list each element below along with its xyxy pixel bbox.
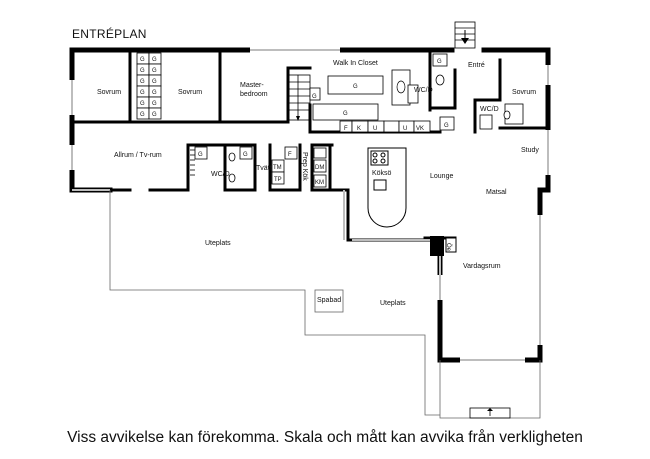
label-fixtures-dm: DM	[315, 165, 325, 171]
plan-title: ENTRÉPLAN	[72, 27, 147, 41]
label-fixtures-g: G	[140, 101, 145, 107]
room-sovrum-3: Sovrum	[512, 89, 537, 96]
room-entre: Entré	[468, 62, 485, 69]
entrance-arrow	[461, 38, 469, 44]
label-fixtures-g: G	[140, 57, 145, 63]
room-allrum: Allrum / Tv-rum	[114, 152, 162, 159]
label-fixtures-g: G	[140, 79, 145, 85]
room-sovrum-2: Sovrum	[178, 89, 203, 96]
room-matsal: Matsal	[486, 189, 507, 196]
label-fixtures-u: U	[403, 126, 408, 132]
label-fixtures-g: G	[140, 112, 145, 118]
room-master-bedroom: Master-	[240, 82, 264, 89]
svg-text:Öe: Öe	[445, 243, 451, 252]
closet-g-1: G	[353, 84, 358, 90]
label-fixtures-g: G	[152, 112, 157, 118]
label-rooms-master_bedroom_2: bedroom	[240, 91, 268, 98]
label-fixtures-g: G	[140, 68, 145, 74]
label-fixtures-g: G	[198, 152, 203, 158]
room-uteplats-2: Uteplats	[380, 300, 406, 307]
room-spabad: Spabad	[317, 297, 342, 304]
label-fixtures-f: F	[288, 152, 292, 158]
label-fixtures-vk: VK	[416, 126, 425, 132]
label-fixtures-g: G	[152, 57, 157, 63]
closet-g-3: G	[312, 94, 317, 100]
label-fixtures-k: K	[357, 126, 362, 132]
label-fixtures-u: U	[373, 126, 378, 132]
room-kokso: Köksö	[372, 170, 392, 177]
label-fixtures-g: G	[152, 101, 157, 107]
disclaimer-text: Viss avvikelse kan förekomma. Skala och mått kan avvika från verkligheten	[67, 429, 583, 446]
label-fixtures-km: KM	[315, 180, 324, 186]
room-wcd-2: WC/D	[480, 106, 499, 113]
room-vardagsrum: Vardagsrum	[463, 263, 501, 270]
kitchen-island	[368, 148, 406, 227]
wall-bars	[190, 150, 195, 175]
label-fixtures-g: G	[152, 90, 157, 96]
closet-g-2: G	[343, 111, 348, 117]
terrace-outline	[110, 190, 540, 418]
label-fixtures-g: G	[152, 79, 157, 85]
closet-boxes	[310, 70, 410, 120]
room-wcd-3: WC/D	[211, 171, 230, 178]
stairs	[288, 75, 310, 120]
label-fixtures-tp: TP	[274, 177, 282, 183]
room-study: Study	[521, 147, 539, 154]
label-fixtures-g: G	[444, 123, 449, 129]
label-fixtures-f: F	[344, 126, 348, 132]
label-fixtures-tm: TM	[273, 165, 282, 171]
room-sovrum-1: Sovrum	[97, 89, 122, 96]
label-fixtures-g: G	[243, 152, 248, 158]
wc-g: G	[437, 59, 442, 65]
label-fixtures-g: G	[152, 68, 157, 74]
room-lounge: Lounge	[430, 173, 454, 180]
room-wcd-1: WC/D	[414, 87, 433, 94]
fireplace	[430, 236, 444, 256]
room-uteplats-1: Uteplats	[205, 240, 231, 247]
room-walk-in-closet: Walk In Closet	[333, 60, 378, 67]
room-prep-kok: Prep Kök	[301, 152, 308, 181]
label-fixtures-g: G	[140, 90, 145, 96]
room-tvatt: Tvätt	[256, 165, 272, 172]
